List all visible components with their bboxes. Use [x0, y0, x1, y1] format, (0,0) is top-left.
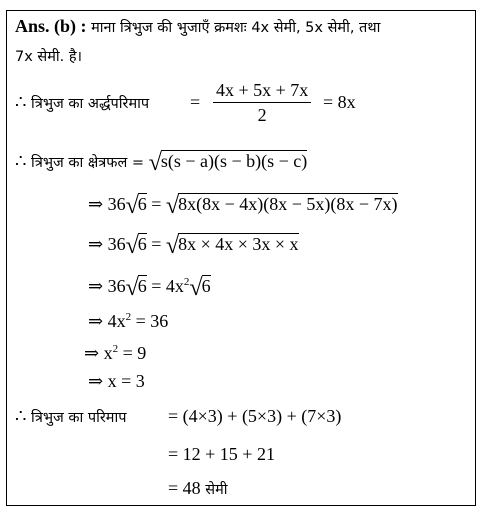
step-6: ⇒ x = 3 [88, 371, 145, 391]
answer-label: Ans. (b) : [15, 16, 87, 36]
sqrt-icon: √ [165, 233, 180, 259]
perimeter-expression: = (4×3) + (5×3) + (7×3) [168, 406, 342, 426]
therefore-symbol: ∴ [15, 406, 27, 426]
step-4: ⇒ $4x^2 = 36$ [88, 311, 169, 331]
sqrt-icon: √ [125, 193, 139, 219]
answer-intro-text: माना त्रिभुज की भुजाएँ क्रमशः 4x सेमी, 5x सेमी, तथा [86, 20, 381, 36]
step-3: ⇒ $36√6 = 4x^2√6$ [88, 275, 211, 301]
semi-perimeter-result: = 8x [323, 92, 356, 112]
area-label: त्रिभुज का क्षेत्रफल = [26, 155, 149, 171]
semi-perimeter-label: त्रिभुज का अर्द्धपरिमाप [26, 96, 150, 112]
step-5: ⇒ $x^2 = 9$ [84, 343, 147, 363]
fraction-numerator: 4x + 5x + 7x [213, 80, 311, 103]
exponent: 2 [112, 343, 119, 355]
answer-intro-line [15, 16, 380, 38]
semi-perimeter-line [15, 92, 149, 114]
therefore-symbol: ∴ [15, 151, 27, 171]
perimeter-label: त्रिभुज का परिमाप [26, 410, 127, 426]
answer-intro-continuation: 7x सेमी. है। [15, 49, 83, 65]
semi-perimeter-fraction [213, 80, 311, 125]
sqrt-icon: √ [148, 150, 162, 176]
area-formula-line [15, 150, 308, 176]
exponent: 2 [183, 276, 190, 288]
perimeter-line [15, 406, 126, 428]
sqrt-icon: √ [125, 275, 139, 301]
fraction-denominator: 2 [257, 105, 267, 125]
step-1: ⇒ 36√6 = √8x(8x − 4x)(8x − 5x)(8x − 7x) [88, 193, 398, 219]
therefore-symbol: ∴ [15, 92, 27, 112]
sqrt-icon: √ [189, 275, 203, 301]
sqrt-icon: √ [165, 193, 180, 219]
heron-radicand: s(s − a)(s − b)(s − c) [160, 151, 308, 171]
semi-perimeter-equals: = [190, 92, 201, 112]
perimeter-result: = 48 सेमी [168, 478, 228, 498]
perimeter-sum: = 12 + 15 + 21 [168, 444, 275, 464]
exponent: 2 [125, 311, 132, 323]
sqrt-icon: √ [125, 233, 139, 259]
step-2: ⇒ 36√6 = √8x × 4x × 3x × x [88, 233, 299, 259]
